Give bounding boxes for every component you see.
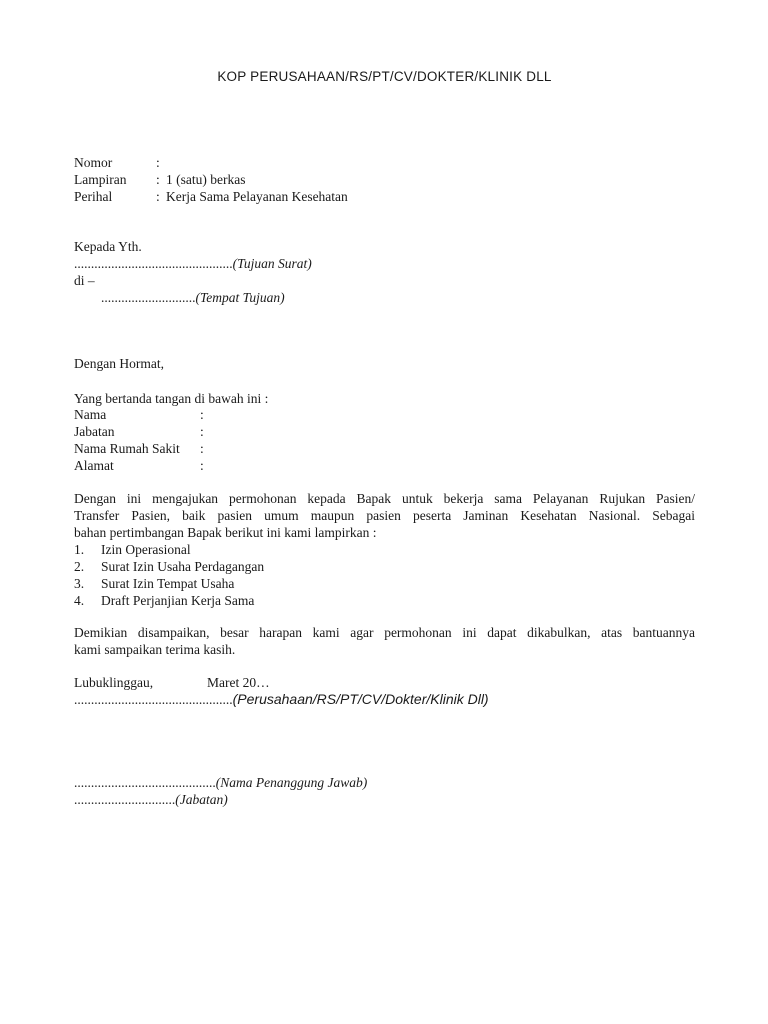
meta-value: 1 (satu) berkas	[166, 172, 246, 187]
closing-line: kami sampaikan terima kasih.	[74, 642, 236, 657]
recipient-name-dots: ...............................................	[74, 256, 233, 271]
field-colon: :	[200, 424, 204, 439]
closing-line: Demikian disampaikan, besar harapan kami agar permohonan ini dapat dikabulkan, atas bantuannya	[74, 625, 695, 640]
recipient-di: di –	[74, 273, 95, 288]
body-line: Dengan ini mengajukan permohonan kepada Bapak untuk bekerja sama Pelayanan Rujukan Pasien/	[74, 491, 695, 506]
meta-label: Nomor	[74, 155, 113, 170]
letterhead-title: KOP PERUSAHAAN/RS/PT/CV/DOKTER/KLINIK DLL	[217, 69, 552, 84]
body-paragraph	[74, 490, 695, 541]
list-text: Surat Izin Usaha Perdagangan	[101, 559, 265, 574]
closing-paragraph	[74, 624, 695, 658]
list-number: 3.	[74, 576, 85, 591]
recipient-place-line	[101, 289, 285, 306]
list-text: Izin Operasional	[101, 542, 191, 557]
sign-name-dots: ..........................................	[74, 775, 216, 790]
list-number: 2.	[74, 559, 85, 574]
recipient-place-hint: (Tempat Tujuan)	[195, 290, 285, 305]
body-line: bahan pertimbangan Bapak berikut ini kami lampirkan :	[74, 525, 377, 540]
field-colon: :	[200, 441, 204, 456]
meta-colon: :	[156, 155, 160, 170]
recipient-name-line	[74, 255, 312, 272]
field-label: Nama	[74, 407, 107, 422]
meta-colon: :	[156, 172, 160, 187]
list-text: Draft Perjanjian Kerja Sama	[101, 593, 255, 608]
sign-place: Lubuklinggau,	[74, 675, 154, 690]
field-colon: :	[200, 458, 204, 473]
sign-name-hint: (Nama Penanggung Jawab)	[215, 775, 368, 790]
field-colon: :	[200, 407, 204, 422]
meta-colon: :	[156, 189, 160, 204]
sign-org-hint: (Perusahaan/RS/PT/CV/Dokter/Klinik Dll)	[232, 691, 489, 707]
field-label: Nama Rumah Sakit	[74, 441, 180, 456]
sign-title-hint: (Jabatan)	[175, 792, 228, 807]
meta-value: Kerja Sama Pelayanan Kesehatan	[166, 189, 348, 204]
meta-label: Perihal	[74, 189, 113, 204]
body-line: Transfer Pasien, baik pasien umum maupun pasien peserta Jaminan Kesehatan Nasional. Sebagai	[74, 508, 695, 523]
sign-org-dots: ...............................................	[74, 692, 233, 707]
recipient-name-hint: (Tujuan Surat)	[232, 256, 312, 271]
field-label: Alamat	[74, 458, 114, 473]
sign-org-line	[74, 691, 489, 708]
meta-label: Lampiran	[74, 172, 127, 187]
greeting: Dengan Hormat,	[74, 356, 164, 371]
recipient-place-dots: ............................	[101, 290, 196, 305]
sign-title-line	[74, 791, 228, 808]
field-label: Jabatan	[74, 424, 115, 439]
list-text: Surat Izin Tempat Usaha	[101, 576, 235, 591]
signatory-intro: Yang bertanda tangan di bawah ini :	[74, 391, 269, 406]
sign-name-line	[74, 774, 367, 791]
recipient-salutation: Kepada Yth.	[74, 239, 142, 254]
list-number: 4.	[74, 593, 85, 608]
sign-title-dots: ..............................	[74, 792, 176, 807]
letter-page	[74, 0, 695, 1024]
sign-date: Maret 20…	[207, 675, 270, 690]
list-number: 1.	[74, 542, 85, 557]
